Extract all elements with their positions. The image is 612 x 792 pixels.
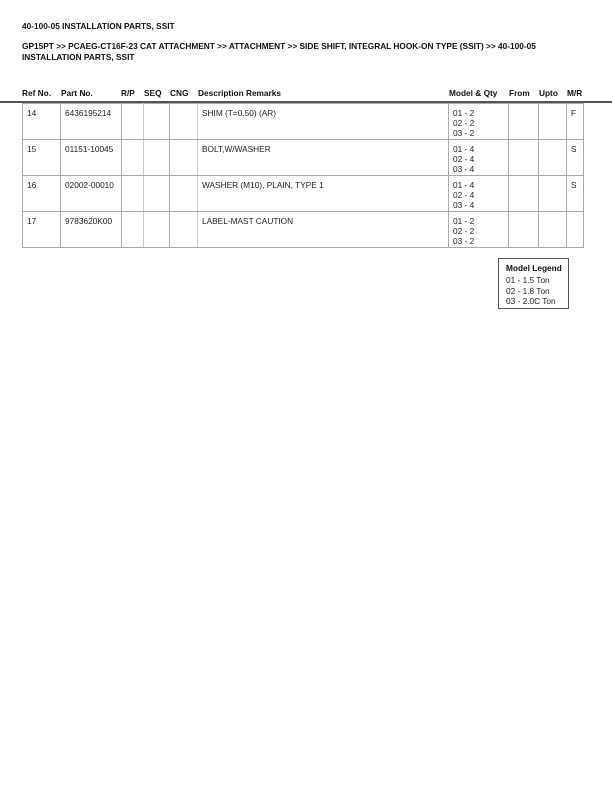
cell-rp [122,176,144,212]
cell-mr: F [567,104,584,140]
header-seq: SEQ [144,88,162,98]
cell-upto [539,212,567,248]
model-qty-line: 03 - 2 [453,236,475,247]
header-rp: R/P [121,88,135,98]
cell-upto [539,140,567,176]
breadcrumb: GP15PT >> PCAEG-CT16F-23 CAT ATTACHMENT >> ATTACHMENT >> SIDE SHIFT, INTEGRAL HOOK-ON TYPE (SSIT) >> 40-100-05 INSTALLATION PARTS, SSIT [22,41,536,62]
cell-from [509,176,539,212]
cell-upto [539,176,567,212]
table-row [23,104,584,140]
model-legend-item: 03 - 2.0C Ton [506,295,556,306]
header-from: From [509,88,530,98]
cell-part-no: 01151-10045 [61,140,122,176]
cell-model-qty [449,104,509,140]
model-qty-line: 02 - 4 [453,154,475,165]
cell-rp [122,212,144,248]
cell-model-qty [449,140,509,176]
cell-ref-no: 17 [23,212,61,248]
cell-seq [144,212,170,248]
cell-seq [144,140,170,176]
table-header [0,86,612,102]
header-description: Description Remarks [198,88,282,98]
model-qty-line: 02 - 2 [453,226,475,237]
cell-ref-no: 16 [23,176,61,212]
model-legend-title: Model Legend [506,263,562,273]
cell-description: LABEL-MAST CAUTION [198,212,449,248]
cell-rp [122,104,144,140]
cell-description: SHIM (T=0.50) (AR) [198,104,449,140]
cell-cng [170,140,198,176]
header-ref-no: Ref No. [22,88,52,98]
header-mr: M/R [567,88,583,98]
cell-seq [144,104,170,140]
table-row [23,176,584,212]
model-qty-line: 02 - 4 [453,190,475,201]
model-qty-line: 03 - 2 [453,128,475,139]
model-qty-line: 03 - 4 [453,164,475,175]
cell-from [509,140,539,176]
cell-ref-no: 15 [23,140,61,176]
cell-from [509,212,539,248]
header-upto: Upto [539,88,558,98]
model-legend [498,258,569,309]
header-cng: CNG [170,88,189,98]
cell-description: WASHER (M10), PLAIN, TYPE 1 [198,176,449,212]
table-row [23,140,584,176]
cell-from [509,104,539,140]
cell-upto [539,104,567,140]
header-part-no: Part No. [61,88,93,98]
cell-model-qty [449,212,509,248]
model-qty-line: 02 - 2 [453,118,475,129]
model-qty-line: 01 - 4 [453,144,475,154]
cell-mr: S [567,176,584,212]
cell-seq [144,176,170,212]
cell-part-no: 6436195214 [61,104,122,140]
model-qty-line: 01 - 4 [453,180,475,190]
cell-mr [567,212,584,248]
cell-mr: S [567,140,584,176]
model-legend-item: 02 - 1.8 Ton [506,285,550,296]
model-qty-line: 01 - 2 [453,216,475,226]
cell-model-qty [449,176,509,212]
cell-cng [170,104,198,140]
header-model-qty: Model & Qty [449,88,498,98]
model-legend-item: 01 - 1.5 Ton [506,275,550,286]
cell-rp [122,140,144,176]
page-title: 40-100-05 INSTALLATION PARTS, SSIT [22,21,175,31]
cell-ref-no: 14 [23,104,61,140]
cell-part-no: 9783620K00 [61,212,122,248]
cell-description: BOLT,W/WASHER [198,140,449,176]
model-qty-line: 03 - 4 [453,200,475,211]
cell-part-no: 02002-00010 [61,176,122,212]
cell-cng [170,212,198,248]
cell-cng [170,176,198,212]
parts-table [22,103,584,248]
table-row [23,212,584,248]
model-qty-line: 01 - 2 [453,108,475,118]
